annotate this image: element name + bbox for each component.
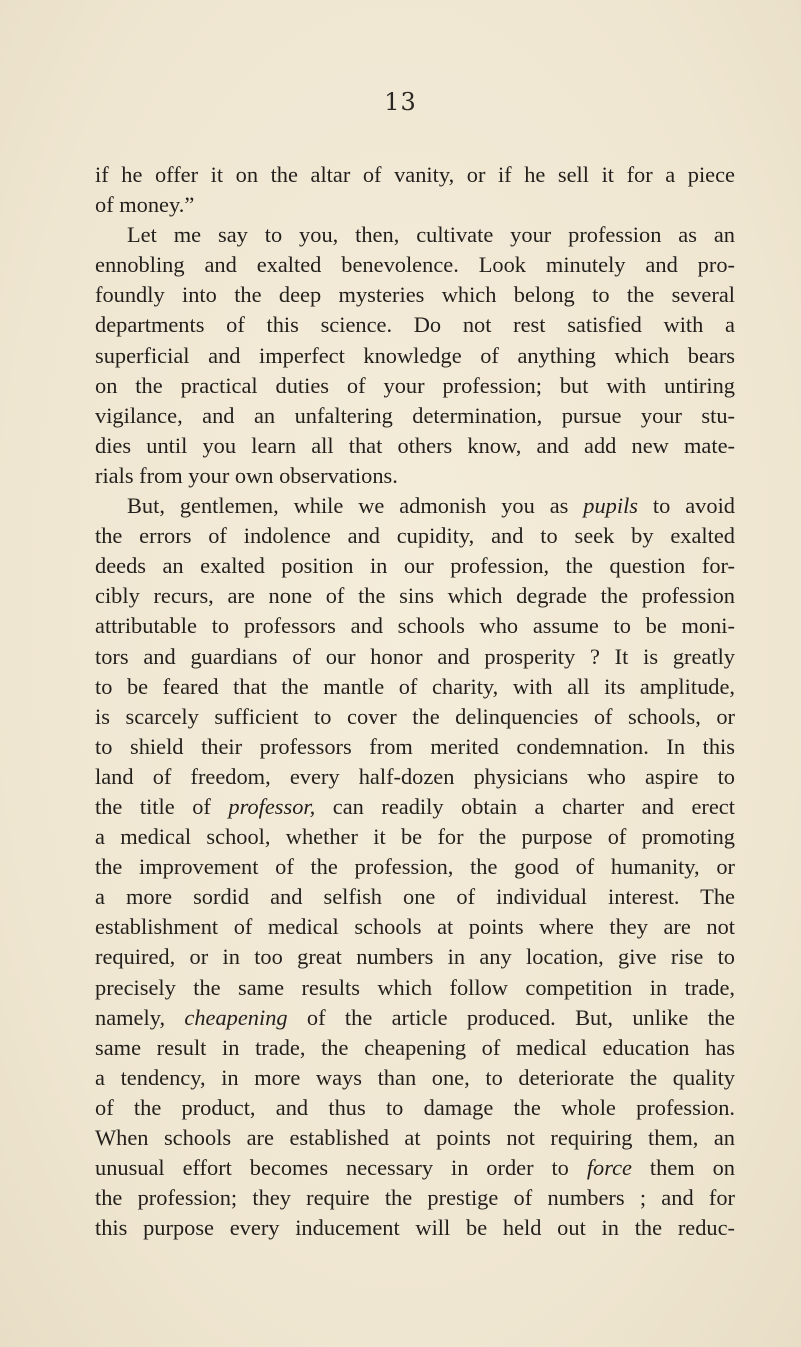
- text-line: ennobling and exalted benevolence. Look minutely and pro-: [95, 252, 735, 278]
- italic-word: force: [586, 1155, 632, 1181]
- text-line: tors and guardians of our honor and prosperity ? It is greatly: [95, 643, 735, 669]
- text-line: a tendency, in more ways than one, to deteriorate the quality: [95, 1064, 735, 1090]
- text-line: foundly into the deep mysteries which belong to the several: [95, 282, 735, 308]
- text-line: departments of this science. Do not rest satisfied with a: [95, 312, 735, 338]
- text-line: attributable to professors and schools who assume to be moni-: [95, 613, 735, 639]
- text-line: the improvement of the profession, the good of humanity, or: [95, 854, 735, 880]
- text-segment: namely,: [95, 1004, 166, 1030]
- text-line: on the practical duties of your profession; but with untiring: [95, 372, 735, 398]
- text-segment: to avoid: [652, 493, 735, 519]
- text-line: [95, 491, 735, 521]
- text-line: the profession; they require the prestige of numbers ; and for: [95, 1185, 735, 1211]
- text-line: dies until you learn all that others know, and add new mate-: [95, 432, 735, 458]
- text-segment: But, gentlemen, while we admonish you as: [127, 493, 569, 519]
- text-line: to be feared that the mantle of charity, with all its amplitude,: [95, 673, 735, 699]
- text-line: land of freedom, every half-dozen physicians who aspire to: [95, 763, 735, 789]
- text-line: establishment of medical schools at points where they are not: [95, 914, 735, 940]
- text-segment: the title of: [95, 793, 211, 819]
- text-line: deeds an exalted position in our profession, the question for-: [95, 553, 735, 579]
- text-segment: of the article produced. But, unlike the: [306, 1004, 735, 1030]
- text-line: a more sordid and selfish one of individual interest. The: [95, 884, 735, 910]
- text-line: the errors of indolence and cupidity, and to seek by exalted: [95, 523, 735, 549]
- text-line: When schools are established at points not requiring them, an: [95, 1125, 735, 1150]
- text-line: of the product, and thus to damage the whole profession.: [95, 1094, 735, 1120]
- text-segment: them on: [649, 1155, 735, 1181]
- italic-word: pupils: [583, 493, 639, 519]
- text-line: Let me say to you, then, cultivate your profession as an: [127, 222, 735, 248]
- italic-word: professor,: [228, 793, 316, 819]
- text-line: cibly recurs, are none of the sins which degrade the profession: [95, 583, 735, 609]
- text-line: [95, 792, 735, 822]
- page-number: 13: [384, 88, 417, 116]
- text-line: rials from your own observations.: [95, 462, 398, 488]
- text-line: vigilance, and an unfaltering determination, pursue your stu-: [95, 402, 735, 428]
- body-text: [95, 160, 735, 1243]
- text-segment: unusual effort becomes necessary in order to: [95, 1155, 569, 1181]
- text-line: precisely the same results which follow competition in trade,: [95, 974, 735, 1000]
- text-line: [95, 1153, 735, 1183]
- text-line: this purpose every inducement will be held out in the reduc-: [95, 1215, 735, 1241]
- text-line: a medical school, whether it be for the purpose of promoting: [95, 824, 735, 850]
- text-line: if he offer it on the altar of vanity, or if he sell it for a piece: [95, 162, 735, 187]
- text-segment: can readily obtain a charter and erect: [332, 793, 735, 819]
- text-line: [95, 1003, 735, 1033]
- italic-word: cheapening: [184, 1004, 288, 1030]
- text-line: same result in trade, the cheapening of medical education has: [95, 1034, 735, 1060]
- text-line: to shield their professors from merited condemnation. In this: [95, 733, 735, 759]
- text-line: superficial and imperfect knowledge of anything which bears: [95, 342, 735, 368]
- text-line: of money.”: [95, 192, 195, 218]
- text-line: is scarcely sufficient to cover the delinquencies of schools, or: [95, 703, 735, 729]
- text-line: required, or in too great numbers in any location, give rise to: [95, 944, 735, 970]
